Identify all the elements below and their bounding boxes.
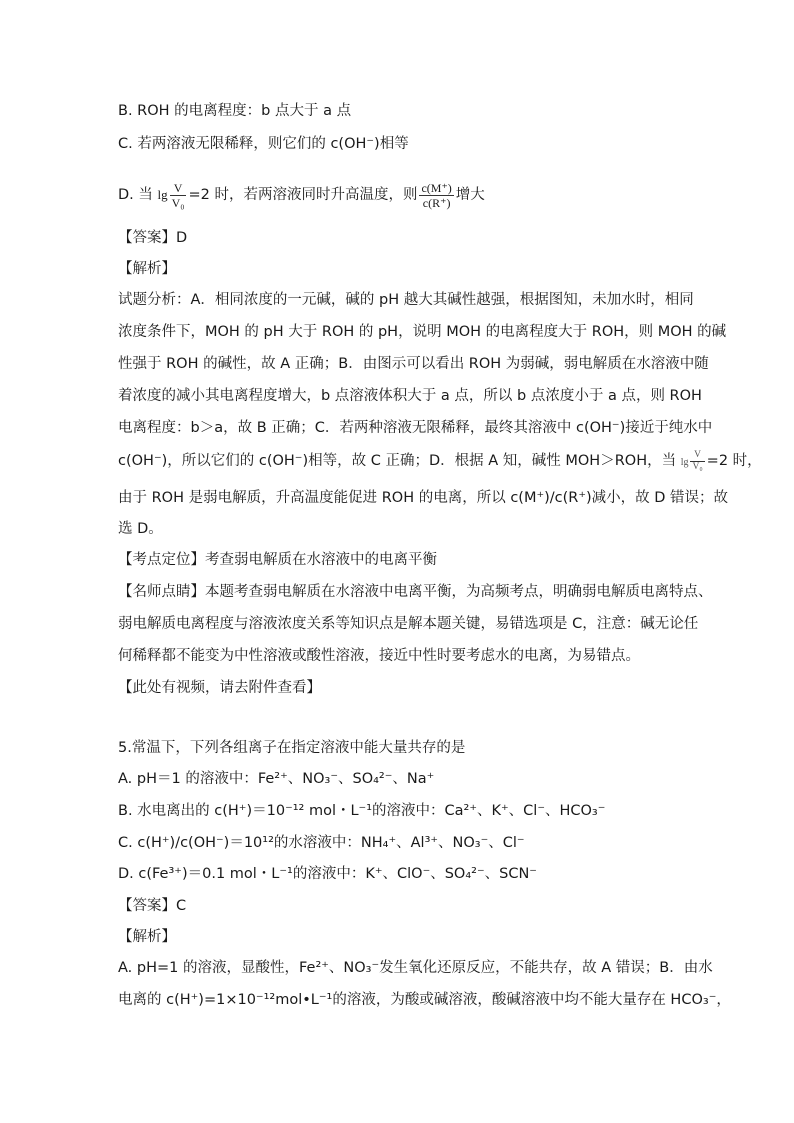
analysis-line-6-post: =2 时， xyxy=(706,453,762,469)
lg-label: lg xyxy=(157,187,168,202)
m-r-fraction xyxy=(419,181,453,210)
question-5: 5.常温下，下列各组离子在指定溶液中能大量共存的是 xyxy=(118,740,466,756)
v-denominator: V₀ xyxy=(171,195,185,210)
v-numerator: V xyxy=(170,181,187,196)
analysis-line: 着浓度的减小其电离程度增大，b 点溶液体积大于 a 点，所以 b 点浓度小于 a 点，则 ROH xyxy=(118,388,702,404)
v-numerator-small: V xyxy=(690,450,704,462)
question-5-option-a: A. pH＝1 的溶液中：Fe²⁺、NO₃⁻、SO₄²⁻、Na⁺ xyxy=(118,771,435,787)
teacher-note-line: 何稀释都不能变为中性溶液或酸性溶液，接近中性时要考虑水的电离，为易错点。 xyxy=(118,648,640,664)
analysis-label-1: 【解析】 xyxy=(118,261,176,277)
analysis2-line: A. pH=1 的溶液，显酸性，Fe²⁺、NO₃⁻发生氧化还原反应，不能共存，故 A 错误；B．由水 xyxy=(118,960,713,976)
analysis-line: 选 D。 xyxy=(118,521,163,537)
teacher-note-line: 弱电解质电离程度与溶液浓度关系等知识点是解本题关键，易错选项是 C，注意：碱无论任 xyxy=(118,616,699,632)
video-note: 【此处有视频，请去附件查看】 xyxy=(118,680,321,696)
answer-label-2: 【答案】C xyxy=(118,898,187,914)
analysis-line-6-pre: c(OH⁻)，所以它们的 c(OH⁻)相等，故 C 正确；D．根据 A 知，碱性 MOH＞ROH，当 xyxy=(118,453,677,469)
question-5-option-b: B. 水电离出的 c(H⁺)＝10⁻¹² mol・L⁻¹的溶液中：Ca²⁺、K⁺、Cl⁻、HCO₃⁻ xyxy=(118,803,606,819)
option-d-suffix: 增大 xyxy=(455,187,485,203)
analysis-line: 电离程度：b＞a，故 B 正确；C．若两种溶液无限稀释，最终其溶液中 c(OH⁻)接近于纯水中 xyxy=(118,420,713,436)
analysis2-line: 电离的 c(H⁺)=1×10⁻¹²mol•L⁻¹的溶液，为酸或碱溶液，酸碱溶液中均不能大量存在 HCO₃⁻， xyxy=(118,992,731,1008)
option-d-prefix: D. 当 xyxy=(118,187,153,203)
option-c: C. 若两溶液无限稀释，则它们的 c(OH⁻)相等 xyxy=(118,136,409,152)
question-5-option-d: D. c(Fe³⁺)＝0.1 mol・L⁻¹的溶液中：K⁺、ClO⁻、SO₄²⁻、SCN⁻ xyxy=(118,866,537,882)
m-numerator: c(M⁺) xyxy=(421,180,452,195)
v-denominator-small: V₀ xyxy=(692,461,703,472)
analysis-line: 试题分析：A．相同浓度的一元碱，碱的 pH 越大其碱性越强，根据图知，未加水时，相同 xyxy=(118,292,694,308)
analysis-label-2: 【解析】 xyxy=(118,929,176,945)
analysis-line: 浓度条件下，MOH 的 pH 大于 ROH 的 pH，说明 MOH 的电离程度大于 ROH，则 MOH 的碱 xyxy=(118,324,727,340)
option-d xyxy=(118,178,485,212)
answer-label-1: 【答案】D xyxy=(118,230,188,246)
r-denominator: c(R⁺) xyxy=(422,195,451,210)
lg-label-small: lg xyxy=(680,457,689,468)
analysis-line: 由于 ROH 是弱电解质，升高温度能促进 ROH 的电离，所以 c(M⁺)/c(R⁺)减小，故 D 错误；故 xyxy=(118,490,729,506)
teacher-note-line: 【名师点睛】本题考查弱电解质在水溶液中电离平衡，为高频考点，明确弱电解质电离特点、 xyxy=(118,584,713,600)
analysis-line-6 xyxy=(118,447,762,475)
option-d-middle: =2 时，若两溶液同时升高温度，则 xyxy=(188,187,418,203)
question-5-option-c: C. c(H⁺)/c(OH⁻)＝10¹²的水溶液中：NH₄⁺、Al³⁺、NO₃⁻、Cl⁻ xyxy=(118,835,525,851)
v-fraction-small xyxy=(690,450,704,473)
exam-point: 【考点定位】考查弱电解质在水溶液中的电离平衡 xyxy=(118,552,437,568)
v-fraction xyxy=(170,181,187,210)
analysis-line: 性强于 ROH 的碱性，故 A 正确；B．由图示可以看出 ROH 为弱碱，弱电解质在水溶液中随 xyxy=(118,356,709,372)
option-b: B. ROH 的电离程度：b 点大于 a 点 xyxy=(118,103,352,119)
